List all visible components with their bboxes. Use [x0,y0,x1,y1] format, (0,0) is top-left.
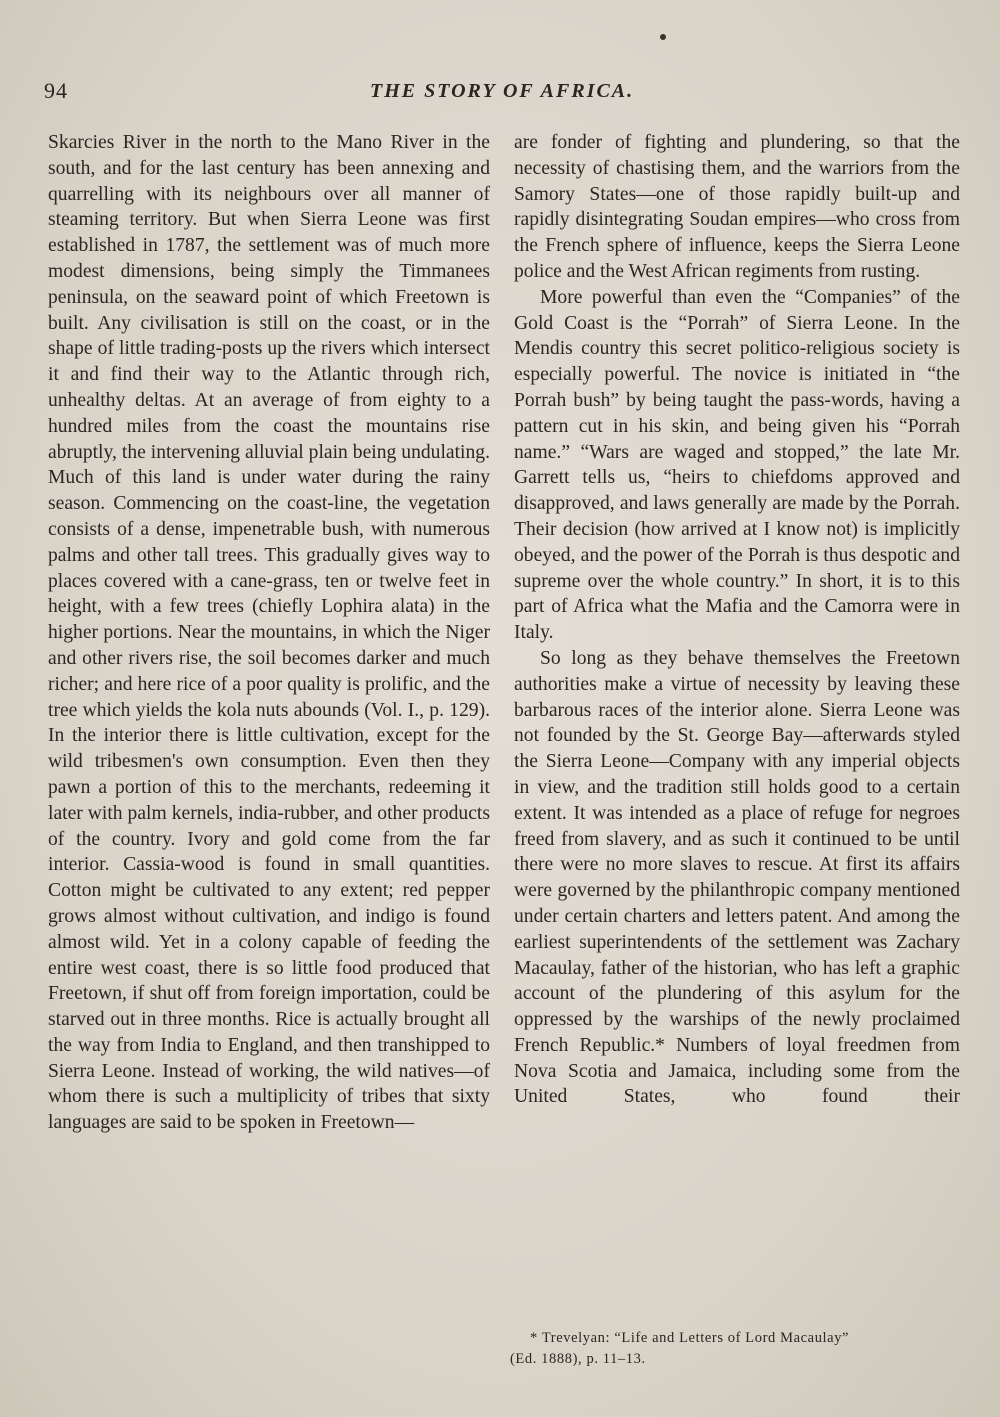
running-title: THE STORY OF AFRICA. [370,80,635,102]
paragraph: are fonder of fighting and plundering, so that the necessity of chastising them, and the warriors from the Samory States—one of those rapidly built-up and rapidly disintegrating Soudan empires—who cross from the French sphere of influence, keeps the Sierra Leone police and the West African regiments from rusting. [514,132,960,282]
paragraph: So long as they behave themselves the Freetown authorities make a virtue of necessity by leaving these barbarous races of the interior alone. Sierra Leone was not founded by the St. George Bay—afterwards styled the Sierra Leone—Company with any imperial objects in view, and the tradition still holds good to a certain extent. It was intended as a place of refuge for negroes freed from slavery, and as such it continued to be until there were no more slaves to rescue. At first its affairs were governed by the philanthropic company mentioned under certain charters and letters patent. And among the earliest superintendents of the settlement was Zachary Macaulay, father of the historian, who has left a graphic account of the plundering of this asylum for the oppressed by the warships of the newly proclaimed French Republic.* Numbers of loyal freedmen from Nova Scotia and Jamaica, including some from the United States, who found their [514,647,960,1108]
footnote-line: * Trevelyan: “Life and Letters of Lord Macaulay” [530,1330,850,1346]
footnote [510,1328,962,1370]
page-header [44,78,964,112]
right-column [514,130,960,1110]
ink-speck [660,34,666,40]
paragraph: Skarcies River in the north to the Mano River in the south, and for the last century has been annexing and quarrelling with its neighbours over all manner of steaming territory. But when Sierra Leone was first established in 1787, the settlement was of much more modest dimensions, being simply the Timmanees peninsula, on the seaward point of which Freetown is built. Any civilisation is still on the coast, or in the shape of little trading-posts up the rivers which intersect it and find their way to the Atlantic through rich, unhealthy deltas. At an average of from eighty to a hundred miles from the coast the mountains rise abruptly, the intervening alluvial plain being undulating. Much of this land is under water during the rainy season. Commencing on the coast-line, the vegetation consists of a dense, impenetrable bush, with numerous palms and other tall trees. This gradually gives way to places covered with a cane-grass, ten or twelve feet in height, with a few trees (chiefly Lophira alata) in the higher portions. Near the mountains, in which the Niger and other rivers rise, the soil becomes darker and much richer; and here rice of a poor quality is prolific, and the tree which yields the kola nuts abounds (Vol. I., p. 129). In the interior there is little cultivation, except for the wild tribesmen's own consumption. Even then they pawn a portion of this to the merchants, redeeming it later with palm kernels, india-rubber, and other products of the country. Ivory and gold come from the far interior. Cassia-wood is found in small quantities. Cotton might be cultivated to any extent; red pepper grows almost without cultivation, and indigo is found almost wild. Yet in a colony capable of feeding the entire west coast, there is so little food produced that Freetown, if shut off from foreign importation, could be starved out in three months. Rice is actually brought all the way from India to England, and then transhipped to Sierra Leone. Instead of working, the wild natives—of whom there is such a multiplicity of tribes that sixty languages are said to be spoken in Freetown— [48,132,490,1134]
paragraph: More powerful than even the “Companies” of the Gold Coast is the “Porrah” of Sierra Leone. In the Mendis country this secret politico-religious society is especially powerful. The novice is initiated in “the Porrah bush” by being taught the pass-words, having a pattern cut in his skin, and being given his “Porrah name.” “Wars are waged and stopped,” the late Mr. Garrett tells us, “heirs to chiefdoms approved and disapproved, and laws generally are made by the Porrah. Their decision (how arrived at I know not) is implicitly obeyed, and the power of the Porrah is thus despotic and supreme over the whole country.” In short, it is to this part of Africa what the Mafia and the Camorra were in Italy. [514,286,960,644]
page-number: 94 [44,78,68,103]
footnote-line: (Ed. 1888), p. 11–13. [510,1351,646,1367]
left-column [48,130,490,1136]
